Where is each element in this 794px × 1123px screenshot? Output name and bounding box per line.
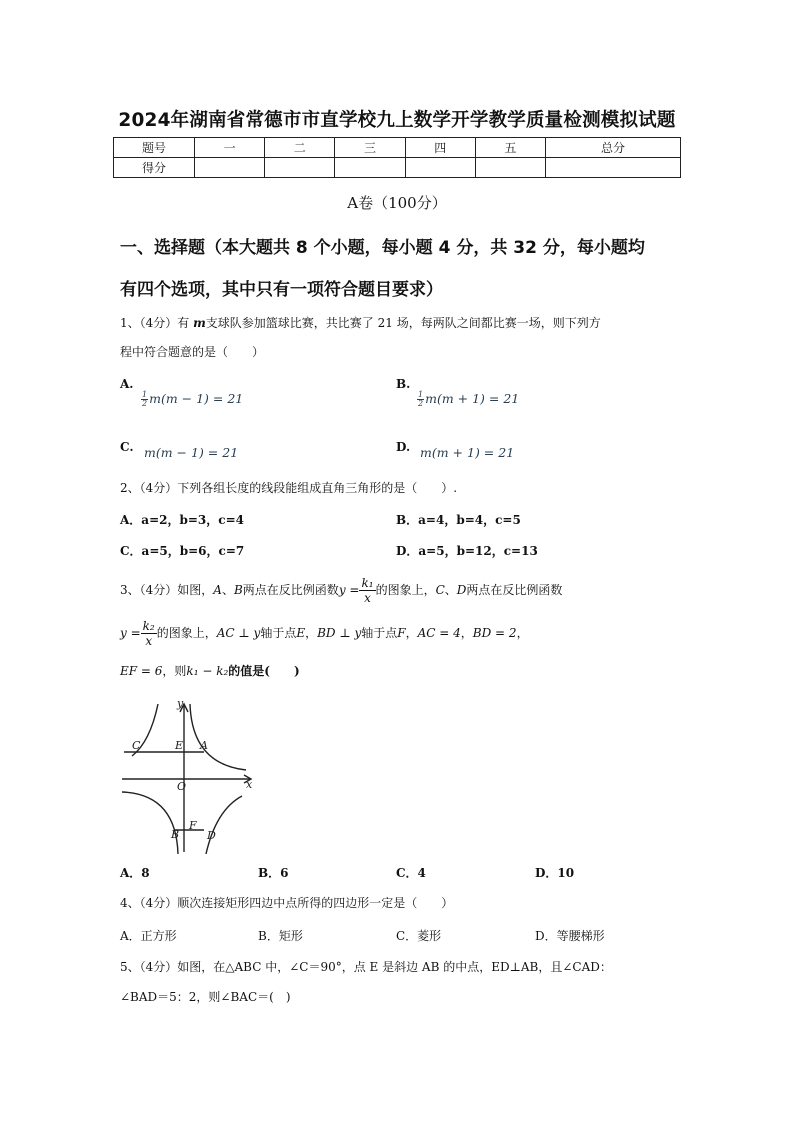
- q3-option-c[interactable]: C．4: [396, 866, 426, 880]
- q4-option-d[interactable]: D．等腰梯形: [535, 929, 605, 943]
- score-header-cell: 四: [405, 138, 475, 158]
- label-d: D: [207, 829, 216, 842]
- option-label: D.: [396, 440, 411, 454]
- fraction-half: [141, 391, 148, 408]
- point-b: B: [233, 583, 243, 597]
- q2-option-d[interactable]: D．a=5，b=12，c=13: [396, 544, 538, 558]
- q3-line2: [120, 619, 690, 648]
- text: 3、（4分）如图，: [120, 583, 214, 597]
- q2-option-a[interactable]: A．a=2，b=3，c=4: [120, 513, 244, 527]
- text: 的图象上，: [156, 626, 217, 640]
- score-header-cell: 一: [195, 138, 265, 158]
- frac-num: k₂: [142, 619, 155, 633]
- text: 、: [221, 583, 234, 597]
- q3-option-b[interactable]: B．6: [258, 866, 289, 880]
- frac-den: x: [145, 634, 153, 648]
- q4-stem: 4、（4分）顺次连接矩形四边中点所得的四边形一定是（ ）: [120, 896, 454, 910]
- q1-option-d-expr: [420, 445, 514, 460]
- q3-option-a[interactable]: A．8: [120, 866, 150, 880]
- label-y: y: [177, 697, 184, 710]
- q4-option-b[interactable]: B．矩形: [258, 929, 303, 943]
- score-table-score-row: [114, 158, 681, 178]
- score-cell[interactable]: [475, 158, 545, 178]
- q1-option-c-expr: [144, 445, 238, 460]
- q1-option-b-expr: [417, 391, 519, 408]
- frac-num: 1: [142, 390, 148, 399]
- q1-option-d[interactable]: [396, 440, 410, 454]
- text: 、: [444, 583, 457, 597]
- q3-line1: [120, 576, 690, 605]
- point-c: C: [435, 583, 445, 597]
- func-y: y =: [338, 583, 360, 597]
- score-cell[interactable]: [405, 158, 475, 178]
- score-cell[interactable]: [335, 158, 405, 178]
- q4-option-c[interactable]: C．菱形: [396, 929, 442, 943]
- exam-title: 2024年湖南省常德市市直学校九上数学开学教学质量检测模拟试题: [118, 110, 676, 131]
- q2-stem: 2、（4分）下列各组长度的线段能组成直角三角形的是（ ）.: [120, 481, 458, 495]
- math: BD = 2: [472, 626, 517, 640]
- q1-rest: 支球队参加篮球比赛，共比赛了 21 场，每两队之间都比赛一场，则下列方: [205, 316, 601, 330]
- score-header-cell: 三: [335, 138, 405, 158]
- label-a: A: [200, 739, 208, 752]
- expr: m(m + 1) = 21: [420, 445, 515, 460]
- score-cell[interactable]: [546, 158, 681, 178]
- label-f: F: [189, 819, 197, 832]
- q1-stem-line2: 程中符合题意的是（ ）: [120, 345, 265, 359]
- q3-option-d[interactable]: D．10: [535, 866, 575, 880]
- q5-line2: ∠BAD＝5：2，则∠BAC＝( ): [120, 990, 291, 1004]
- q3-figure: [118, 692, 258, 857]
- math: AC = 4: [417, 626, 461, 640]
- point-f: F: [397, 626, 406, 640]
- fraction-k2-over-x: [141, 619, 157, 648]
- expr: m(m − 1) = 21: [144, 445, 239, 460]
- score-row-label: 得分: [114, 158, 195, 178]
- q3-line3: [120, 661, 690, 681]
- label-x: x: [246, 778, 253, 791]
- frac-num: 1: [418, 390, 424, 399]
- q1-var-m: m: [193, 316, 206, 330]
- section-a-title: A卷（100分）: [347, 194, 447, 212]
- text: 两点在反比例函数: [466, 583, 563, 597]
- q1-option-a-expr: [141, 391, 243, 408]
- score-header-cell: 总分: [546, 138, 681, 158]
- fraction-half: [417, 391, 424, 408]
- q4-option-a[interactable]: A．正方形: [120, 929, 177, 943]
- text: ，: [405, 626, 418, 640]
- point-a: A: [213, 583, 222, 597]
- q1-option-b[interactable]: [396, 377, 410, 391]
- section1-heading-line1: 一、选择题（本大题共 8 个小题，每小题 4 分，共 32 分，每小题均: [120, 238, 645, 258]
- score-table-header-row: [114, 138, 681, 158]
- score-cell[interactable]: [265, 158, 335, 178]
- expr: m(m − 1) = 21: [149, 391, 244, 406]
- expr: m(m + 1) = 21: [425, 391, 520, 406]
- text: ，: [516, 626, 529, 640]
- text: ，: [460, 626, 473, 640]
- q1-option-c[interactable]: [120, 440, 134, 454]
- text: ，则: [162, 664, 187, 678]
- text: 两点在反比例函数: [242, 583, 339, 597]
- q5-line1: 5、（4分）如图，在△ABC 中，∠C＝90°，点 E 是斜边 AB 的中点，ED⊥AB，且∠CAD：: [120, 960, 612, 974]
- text: 的值是( ): [228, 664, 300, 678]
- text: 轴于点: [361, 626, 398, 640]
- text: 轴于点: [260, 626, 297, 640]
- curve-k2-q4: [206, 796, 242, 854]
- score-header-cell: 二: [265, 138, 335, 158]
- frac-den: x: [364, 591, 371, 605]
- math: EF = 6: [120, 664, 163, 678]
- score-header-cell: 题号: [114, 138, 195, 158]
- section1-heading-line2: 有四个选项，其中只有一项符合题目要求）: [120, 280, 443, 300]
- curve-k1-q3: [122, 792, 178, 854]
- label-c: C: [132, 739, 141, 752]
- frac-den: 2: [418, 399, 424, 408]
- q1-option-a[interactable]: [120, 377, 134, 391]
- curve-k1-q1: [190, 704, 246, 770]
- option-label: A.: [120, 377, 134, 391]
- label-e: E: [175, 739, 184, 752]
- func-y: y =: [120, 626, 141, 640]
- score-header-cell: 五: [475, 138, 545, 158]
- q1-stem-line1: [120, 313, 690, 333]
- frac-num: k₁: [361, 576, 374, 590]
- fraction-k1-over-x: [359, 576, 375, 605]
- score-table: [113, 137, 681, 178]
- point-d: D: [456, 583, 467, 597]
- label-b: B: [171, 828, 180, 841]
- q2-option-b[interactable]: B．a=4，b=4，c=5: [396, 513, 521, 527]
- point-e: E: [296, 626, 306, 640]
- text: ，: [305, 626, 318, 640]
- math: BD ⊥ y: [317, 626, 362, 640]
- math: k₁ − k₂: [186, 664, 229, 678]
- text: 的图象上，: [375, 583, 436, 597]
- label-o: O: [177, 780, 187, 793]
- option-label: C.: [120, 440, 134, 454]
- score-cell[interactable]: [195, 158, 265, 178]
- q2-option-c[interactable]: C．a=5，b=6，c=7: [120, 544, 245, 558]
- math: AC ⊥ y: [216, 626, 261, 640]
- option-label: B.: [396, 377, 411, 391]
- frac-den: 2: [142, 399, 148, 408]
- q1-prefix: 1、（4分）有: [120, 316, 194, 330]
